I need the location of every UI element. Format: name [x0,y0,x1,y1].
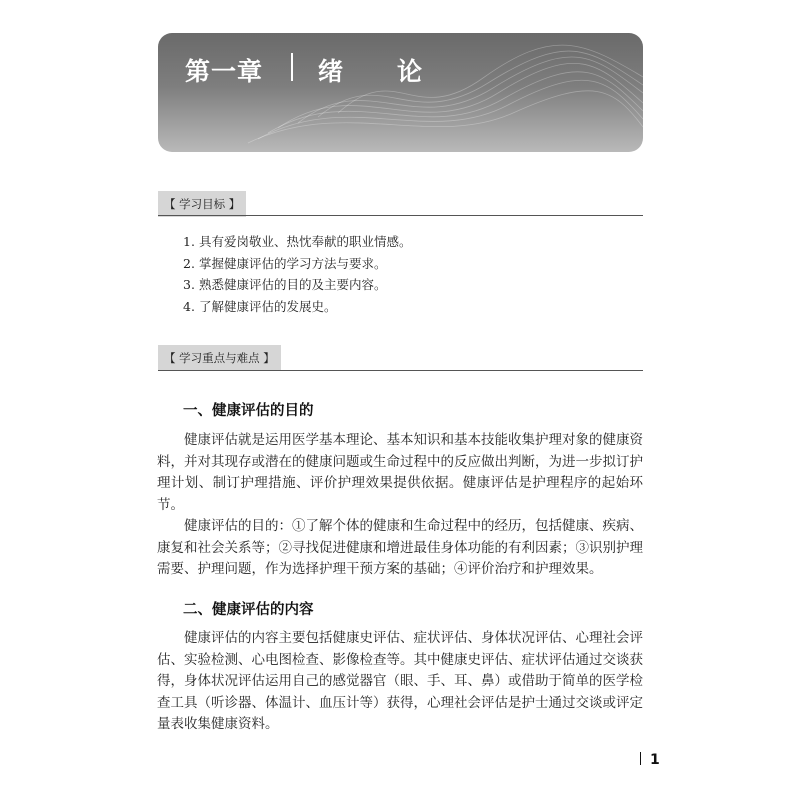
key-points-rule [158,370,643,371]
section-heading: 一、健康评估的目的 [183,403,314,419]
paragraph: 健康评估就是运用医学基本理论、基本知识和基本技能收集护理对象的健康资料，并对其现存或潜在的健康问题或生命过程中的反应做出判断，为进一步拟订护理计划、制订护理措施、评价护理效果提供依据。健康评估是护理程序的起始环节。 [157,432,643,513]
chapter-banner [158,33,643,152]
list-item: 2. 掌握健康评估的学习方法与要求。 [183,255,387,271]
learning-objectives-rule [158,215,643,216]
list-item: 1. 具有爱岗敬业、热忱奉献的职业情感。 [183,234,412,249]
key-points-label: 【 学习重点与难点 】 [158,345,281,371]
section-heading: 二、健康评估的内容 [183,602,314,618]
chapter-number: 第一章 [185,57,264,86]
learning-objectives-list [183,231,412,317]
paragraph: 健康评估的内容主要包括健康史评估、症状评估、身体状况评估、心理社会评估、实验检测、心电图检查、影像检查等。其中健康史评估、症状评估通过交谈获得，身体状况评估运用自己的感觉器官（眼、手、耳、鼻）或借助于简单的医学检查工具（听诊器、体温计、血压计等）获得，心理社会评估是护士通过交谈或评定量表收集健康资料。 [157,630,643,732]
page-number: 1 [640,752,660,768]
learning-objectives-label: 【 学习目标 】 [158,191,246,217]
page-number-bar [640,752,641,765]
chapter-separator [291,53,293,81]
list-item: 4. 了解健康评估的发展史。 [183,298,337,314]
chapter-title: 绪论 [318,57,477,86]
list-item: 3. 熟悉健康评估的目的及主要内容。 [183,277,387,292]
wave-decoration [158,33,643,152]
paragraph: 健康评估的目的：①了解个体的健康和生命过程中的经历，包括健康、疾病、康复和社会关系等；②寻找促进健康和增进最佳身体功能的有利因素；③识别护理需要、护理问题，作为选择护理干预方案的基础；④评价治疗和护理效果。 [157,518,643,577]
